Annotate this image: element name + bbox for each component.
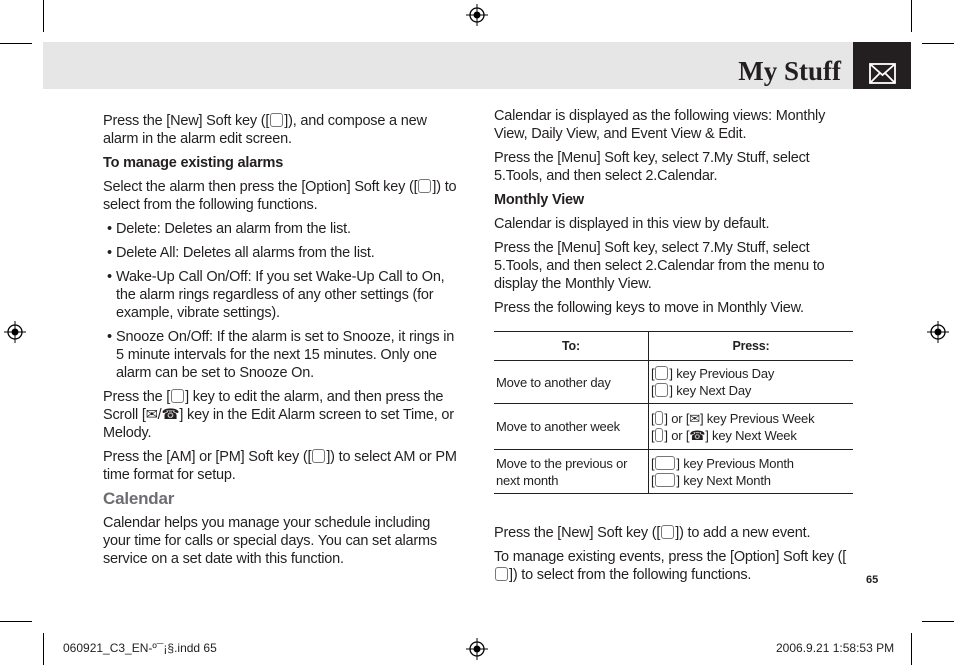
text: ] key Previous Month bbox=[676, 455, 794, 471]
table-cell: Move to the previous or next month bbox=[494, 450, 649, 494]
registration-mark-icon bbox=[466, 4, 488, 26]
paragraph bbox=[103, 388, 459, 442]
crop-mark bbox=[43, 633, 44, 665]
paragraph bbox=[103, 448, 459, 484]
soft-key-left-icon bbox=[418, 179, 431, 193]
column-header: To: bbox=[494, 332, 649, 361]
ok-key-icon bbox=[171, 389, 184, 403]
subheading: To manage existing alarms bbox=[103, 155, 284, 171]
column-header: Press: bbox=[649, 332, 854, 361]
right-column bbox=[494, 107, 853, 590]
table-cell: [ ] key Previous Month [ ] key Next Month bbox=[649, 450, 854, 494]
envelope-key-icon: ✉ bbox=[689, 410, 700, 426]
text: To manage existing events, press the [Option] Soft key ([ bbox=[494, 549, 847, 565]
text: ] or [ bbox=[664, 427, 690, 443]
text: ] key Next Month bbox=[676, 472, 771, 488]
key-3-icon bbox=[655, 473, 675, 487]
paragraph: Calendar is displayed as the following views: Monthly View, Daily View, and Event View & Edit. bbox=[494, 108, 826, 142]
date-slug: 2006.9.21 1:58:53 PM bbox=[776, 641, 895, 655]
section-heading: Calendar bbox=[103, 489, 175, 508]
table-cell: [ ] or [✉] key Previous Week [ ] or [☎] key Next Week bbox=[649, 404, 854, 450]
paragraph bbox=[494, 524, 853, 542]
table-row bbox=[494, 404, 853, 450]
table-header-row bbox=[494, 332, 853, 361]
paragraph bbox=[103, 112, 459, 148]
envelope-icon bbox=[853, 42, 911, 89]
table-row bbox=[494, 361, 853, 404]
phone-key-icon: ☎ bbox=[689, 427, 706, 443]
crop-mark bbox=[922, 621, 954, 622]
text: ]) to select from the following functions. bbox=[509, 567, 752, 583]
paragraph: Press the [Menu] Soft key, select 7.My Stuff, select 5.Tools, and then select 2.Calendar. bbox=[494, 150, 810, 184]
calendar-key-icon bbox=[655, 366, 668, 380]
text: Press the [AM] or [PM] Soft key ([ bbox=[103, 449, 312, 465]
text: Select the alarm then press the [Option] Soft key ([ bbox=[103, 179, 418, 195]
key-1-icon bbox=[655, 456, 675, 470]
crop-mark bbox=[0, 621, 32, 622]
key-table bbox=[494, 331, 853, 494]
text: ]) to select from the following functions. bbox=[103, 179, 457, 213]
text: ]), and compose a new alarm in the alarm edit screen. bbox=[103, 113, 427, 147]
file-slug: 060921_C3_EN-º¯¡§.indd 65 bbox=[63, 641, 217, 655]
soft-key-left-icon bbox=[312, 449, 325, 463]
table-cell: Move to another day bbox=[494, 361, 649, 404]
left-column bbox=[103, 112, 459, 574]
text: ] key Previous Day bbox=[669, 366, 775, 381]
crop-mark bbox=[0, 43, 32, 44]
text: ]) to select AM or PM time format for setup. bbox=[103, 449, 457, 483]
soft-key-right-icon bbox=[270, 113, 283, 127]
list-item: • Snooze On/Off: If the alarm is set to Snooze, it rings in 5 minute intervals for the next 15 minutes. Only one alarm can be set to Snooze On. bbox=[103, 328, 459, 382]
registration-mark-icon bbox=[4, 321, 26, 343]
nav-down-key-icon bbox=[655, 428, 663, 442]
list-item: • Wake-Up Call On/Off: If you set Wake-Up Call to On, the alarm rings regardless of any other settings (for example, vibrate settings). bbox=[103, 268, 459, 322]
soft-key-right-icon bbox=[661, 525, 674, 539]
crop-mark bbox=[922, 43, 954, 44]
page-title: My Stuff bbox=[738, 56, 841, 86]
page-number: 65 bbox=[866, 574, 879, 586]
paragraph: Press the following keys to move in Monthly View. bbox=[494, 300, 804, 316]
crop-mark bbox=[43, 0, 44, 32]
text: ] key in the Edit Alarm screen to set Time, or Melody. bbox=[103, 407, 454, 441]
crop-mark bbox=[911, 0, 912, 32]
text: ] key Next Day bbox=[669, 383, 752, 398]
text: ] or [ bbox=[664, 410, 690, 426]
table-cell: [ ] key Previous Day [ ] key Next Day bbox=[649, 361, 854, 404]
list-item: • Delete All: Deletes all alarms from the list. bbox=[103, 244, 459, 262]
nav-up-key-icon bbox=[655, 411, 663, 425]
table-cell: Move to another week bbox=[494, 404, 649, 450]
paragraph: Calendar is displayed in this view by default. bbox=[494, 216, 770, 232]
phone-key-icon: ☎ bbox=[161, 407, 180, 423]
paragraph: Calendar helps you manage your schedule including your time for calls or special days. You can set alarms service on a set date with this function. bbox=[103, 515, 437, 567]
envelope-key-icon: ✉ bbox=[145, 407, 158, 423]
text: / bbox=[157, 407, 162, 423]
paragraph: Press the [Menu] Soft key, select 7.My Stuff, select 5.Tools, and then select 2.Calendar from the menu to display the Monthly View. bbox=[494, 240, 825, 292]
text: ] key Previous Week bbox=[699, 410, 815, 426]
text: Press the [ bbox=[103, 389, 171, 405]
text: ] key to edit the alarm, and then press the Scroll [ bbox=[103, 389, 444, 423]
table-row bbox=[494, 450, 853, 494]
header-icon-box bbox=[853, 42, 911, 89]
paragraph bbox=[103, 178, 459, 214]
registration-mark-icon bbox=[466, 638, 488, 660]
subheading: Monthly View bbox=[494, 192, 584, 208]
soft-key-left-icon bbox=[495, 567, 508, 581]
text: ]) to add a new event. bbox=[675, 525, 811, 541]
text: Press the [New] Soft key ([ bbox=[103, 113, 270, 129]
paragraph bbox=[494, 548, 853, 584]
text: Press the [New] Soft key ([ bbox=[494, 525, 661, 541]
function-list bbox=[103, 220, 459, 382]
contacts-key-icon bbox=[655, 383, 668, 397]
crop-mark bbox=[911, 633, 912, 665]
text: ] key Next Week bbox=[705, 427, 797, 443]
header-band bbox=[43, 42, 853, 89]
list-item: • Delete: Deletes an alarm from the list. bbox=[103, 220, 459, 238]
registration-mark-icon bbox=[927, 321, 949, 343]
